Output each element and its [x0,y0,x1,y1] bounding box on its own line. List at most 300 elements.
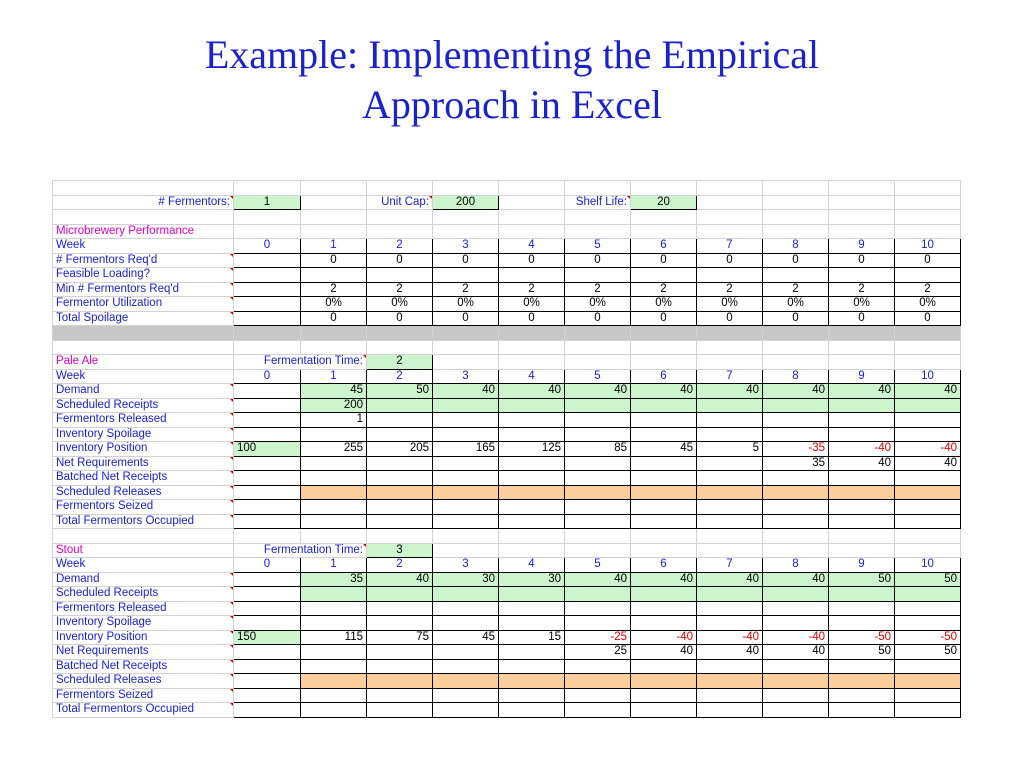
empty-cell[interactable] [367,529,433,544]
fermentation-time-input[interactable]: 3 [367,543,433,558]
value-cell[interactable] [499,601,565,616]
week-number[interactable]: 6 [631,369,697,384]
value-cell[interactable] [565,471,631,486]
row-label[interactable]: Scheduled Releases [53,485,234,500]
row-label[interactable]: Week [53,239,234,254]
empty-cell[interactable] [433,210,499,225]
empty-cell[interactable] [829,181,895,196]
empty-cell[interactable] [234,340,301,355]
value-cell[interactable] [234,659,301,674]
value-cell[interactable]: 50 [895,572,961,587]
value-cell[interactable] [234,500,301,515]
value-cell[interactable] [234,413,301,428]
value-cell[interactable] [631,456,697,471]
value-cell[interactable]: 0% [301,297,367,312]
value-cell[interactable] [895,659,961,674]
value-cell[interactable]: 40 [565,572,631,587]
row-label[interactable]: Scheduled Releases [53,674,234,689]
row-label[interactable]: # Fermentors Req'd [53,253,234,268]
value-cell[interactable] [895,703,961,718]
row-label[interactable]: Fermentor Utilization [53,297,234,312]
value-cell[interactable] [697,688,763,703]
value-cell[interactable] [499,587,565,602]
row-label[interactable]: Batched Net Receipts [53,471,234,486]
value-cell[interactable] [234,297,301,312]
value-cell[interactable] [301,688,367,703]
empty-cell[interactable] [499,543,565,558]
row-label[interactable]: Total Fermentors Occupied [53,703,234,718]
value-cell[interactable]: 2 [433,282,499,297]
value-cell[interactable] [301,601,367,616]
empty-cell[interactable] [697,543,763,558]
value-cell[interactable] [433,268,499,283]
row-label[interactable]: Demand [53,384,234,399]
value-cell[interactable] [895,471,961,486]
week-number[interactable]: 9 [829,369,895,384]
value-cell[interactable] [631,500,697,515]
empty-cell[interactable] [763,529,829,544]
value-cell[interactable] [631,688,697,703]
value-cell[interactable] [763,601,829,616]
value-cell[interactable]: 40 [499,384,565,399]
value-cell[interactable] [301,674,367,689]
value-cell[interactable] [367,587,433,602]
value-cell[interactable]: 0 [763,311,829,326]
week-number[interactable]: 7 [697,558,763,573]
empty-cell[interactable] [631,529,697,544]
value-cell[interactable] [763,587,829,602]
value-cell[interactable]: 0% [763,297,829,312]
value-cell[interactable] [829,601,895,616]
value-cell[interactable]: 2 [763,282,829,297]
value-cell[interactable] [367,471,433,486]
week-number[interactable]: 0 [234,369,301,384]
value-cell[interactable]: 0% [895,297,961,312]
empty-cell[interactable] [565,224,631,239]
value-cell[interactable] [234,471,301,486]
empty-cell[interactable] [234,224,301,239]
empty-cell[interactable] [301,340,367,355]
shelf-life-label[interactable]: Shelf Life: [565,195,631,210]
row-label[interactable]: Scheduled Receipts [53,587,234,602]
value-cell[interactable] [697,427,763,442]
value-cell[interactable]: 0 [301,253,367,268]
product-name[interactable]: Stout [53,543,234,558]
value-cell[interactable] [895,398,961,413]
value-cell[interactable] [697,485,763,500]
value-cell[interactable]: 205 [367,442,433,457]
empty-cell[interactable] [301,195,367,210]
value-cell[interactable]: 40 [697,572,763,587]
value-cell[interactable] [367,514,433,529]
unit-cap-label[interactable]: Unit Cap: [367,195,433,210]
row-label[interactable]: Week [53,369,234,384]
value-cell[interactable]: 30 [499,572,565,587]
value-cell[interactable]: 0 [367,253,433,268]
value-cell[interactable] [433,616,499,631]
value-cell[interactable] [367,645,433,660]
value-cell[interactable]: 0% [829,297,895,312]
value-cell[interactable]: 0 [763,253,829,268]
week-number[interactable]: 4 [499,369,565,384]
empty-cell[interactable] [697,224,763,239]
value-cell[interactable] [565,514,631,529]
empty-cell[interactable] [565,181,631,196]
value-cell[interactable] [499,645,565,660]
week-number[interactable]: 3 [433,558,499,573]
week-number[interactable]: 8 [763,369,829,384]
value-cell[interactable]: 0 [499,311,565,326]
row-label[interactable]: Min # Fermentors Req'd [53,282,234,297]
empty-cell[interactable] [499,340,565,355]
unit-cap-input[interactable]: 200 [433,195,499,210]
value-cell[interactable]: 0 [367,311,433,326]
value-cell[interactable] [697,268,763,283]
row-label[interactable]: Batched Net Receipts [53,659,234,674]
value-cell[interactable] [499,659,565,674]
empty-cell[interactable] [895,355,961,370]
value-cell[interactable] [367,485,433,500]
row-label[interactable]: Net Requirements [53,456,234,471]
value-cell[interactable] [301,659,367,674]
week-number[interactable]: 8 [763,558,829,573]
value-cell[interactable] [829,413,895,428]
value-cell[interactable]: 0 [433,311,499,326]
week-number[interactable]: 1 [301,369,367,384]
value-cell[interactable] [367,616,433,631]
row-label[interactable]: Fermentors Released [53,601,234,616]
separator-cell[interactable] [631,326,697,341]
value-cell[interactable] [565,268,631,283]
row-label[interactable]: Inventory Spoilage [53,427,234,442]
value-cell[interactable]: 0 [829,311,895,326]
empty-cell[interactable] [53,181,234,196]
value-cell[interactable] [895,500,961,515]
fermentation-time-label[interactable]: Fermentation Time: [234,543,367,558]
value-cell[interactable]: 115 [301,630,367,645]
value-cell[interactable] [433,427,499,442]
empty-cell[interactable] [301,224,367,239]
empty-cell[interactable] [234,181,301,196]
empty-cell[interactable] [565,355,631,370]
separator-cell[interactable] [433,326,499,341]
value-cell[interactable] [367,601,433,616]
value-cell[interactable]: 40 [829,456,895,471]
value-cell[interactable] [829,674,895,689]
value-cell[interactable]: 165 [433,442,499,457]
value-cell[interactable]: 40 [697,645,763,660]
week-number[interactable]: 5 [565,239,631,254]
week-number[interactable]: 10 [895,239,961,254]
value-cell[interactable] [499,485,565,500]
empty-cell[interactable] [433,529,499,544]
value-cell[interactable] [829,587,895,602]
row-label[interactable]: Total Spoilage [53,311,234,326]
value-cell[interactable] [301,456,367,471]
value-cell[interactable] [763,674,829,689]
separator-cell[interactable] [829,326,895,341]
week-number[interactable]: 5 [565,558,631,573]
value-cell[interactable]: 75 [367,630,433,645]
empty-cell[interactable] [367,340,433,355]
value-cell[interactable] [301,587,367,602]
value-cell[interactable] [829,514,895,529]
value-cell[interactable]: 2 [301,282,367,297]
empty-cell[interactable] [763,543,829,558]
value-cell[interactable] [433,601,499,616]
empty-cell[interactable] [53,340,234,355]
separator-cell[interactable] [697,326,763,341]
value-cell[interactable] [565,688,631,703]
value-cell[interactable]: 2 [367,282,433,297]
value-cell[interactable]: 45 [433,630,499,645]
empty-cell[interactable] [631,340,697,355]
week-number[interactable]: 7 [697,369,763,384]
week-number[interactable]: 9 [829,239,895,254]
value-cell[interactable] [367,688,433,703]
value-cell[interactable] [697,514,763,529]
value-cell[interactable]: 50 [367,384,433,399]
empty-cell[interactable] [895,543,961,558]
empty-cell[interactable] [367,210,433,225]
value-cell[interactable] [829,616,895,631]
value-cell[interactable]: 40 [631,645,697,660]
value-cell[interactable] [763,659,829,674]
value-cell[interactable]: 30 [433,572,499,587]
empty-cell[interactable] [367,224,433,239]
value-cell[interactable]: 2 [697,282,763,297]
empty-cell[interactable] [433,181,499,196]
value-cell[interactable] [433,456,499,471]
value-cell[interactable] [565,616,631,631]
empty-cell[interactable] [234,529,301,544]
empty-cell[interactable] [433,543,499,558]
value-cell[interactable] [763,427,829,442]
value-cell[interactable] [301,703,367,718]
value-cell[interactable] [631,587,697,602]
week-number[interactable]: 5 [565,369,631,384]
row-label[interactable]: Inventory Position [53,442,234,457]
value-cell[interactable] [895,427,961,442]
fermentation-time-label[interactable]: Fermentation Time: [234,355,367,370]
value-cell[interactable] [565,674,631,689]
value-cell[interactable] [234,645,301,660]
value-cell[interactable]: -25 [565,630,631,645]
value-cell[interactable]: 40 [433,384,499,399]
value-cell[interactable] [234,514,301,529]
empty-cell[interactable] [631,181,697,196]
value-cell[interactable]: 2 [499,282,565,297]
value-cell[interactable] [631,601,697,616]
value-cell[interactable]: 40 [631,384,697,399]
value-cell[interactable] [895,674,961,689]
separator-cell[interactable] [53,326,234,341]
row-label[interactable]: Fermentors Seized [53,688,234,703]
value-cell[interactable] [234,601,301,616]
value-cell[interactable]: 40 [697,384,763,399]
week-number[interactable]: 3 [433,239,499,254]
value-cell[interactable] [565,456,631,471]
empty-cell[interactable] [895,340,961,355]
value-cell[interactable] [301,500,367,515]
week-number[interactable]: 4 [499,558,565,573]
value-cell[interactable] [499,616,565,631]
empty-cell[interactable] [763,224,829,239]
value-cell[interactable] [367,398,433,413]
value-cell[interactable] [763,688,829,703]
value-cell[interactable] [234,587,301,602]
value-cell[interactable]: 150 [234,630,301,645]
empty-cell[interactable] [499,529,565,544]
value-cell[interactable] [367,413,433,428]
value-cell[interactable] [829,703,895,718]
value-cell[interactable]: 0% [499,297,565,312]
value-cell[interactable] [301,268,367,283]
empty-cell[interactable] [631,355,697,370]
value-cell[interactable] [234,616,301,631]
value-cell[interactable]: 45 [301,384,367,399]
value-cell[interactable]: 2 [895,282,961,297]
value-cell[interactable] [565,398,631,413]
value-cell[interactable] [301,485,367,500]
value-cell[interactable]: 2 [565,282,631,297]
value-cell[interactable]: 0 [565,253,631,268]
value-cell[interactable]: 40 [631,572,697,587]
value-cell[interactable]: -40 [697,630,763,645]
value-cell[interactable] [499,703,565,718]
value-cell[interactable]: 0 [631,311,697,326]
value-cell[interactable]: -40 [895,442,961,457]
value-cell[interactable] [367,659,433,674]
value-cell[interactable] [301,514,367,529]
value-cell[interactable] [631,413,697,428]
value-cell[interactable] [829,688,895,703]
empty-cell[interactable] [367,181,433,196]
empty-cell[interactable] [763,181,829,196]
value-cell[interactable]: 2 [829,282,895,297]
value-cell[interactable] [697,601,763,616]
empty-cell[interactable] [895,195,961,210]
performance-header[interactable]: Microbrewery Performance [53,224,234,239]
empty-cell[interactable] [829,529,895,544]
empty-cell[interactable] [697,195,763,210]
value-cell[interactable] [697,471,763,486]
empty-cell[interactable] [433,355,499,370]
value-cell[interactable] [234,688,301,703]
separator-cell[interactable] [301,326,367,341]
empty-cell[interactable] [499,224,565,239]
value-cell[interactable]: -35 [763,442,829,457]
value-cell[interactable]: 40 [763,645,829,660]
value-cell[interactable] [499,268,565,283]
value-cell[interactable]: 35 [301,572,367,587]
value-cell[interactable] [433,674,499,689]
empty-cell[interactable] [433,224,499,239]
value-cell[interactable] [829,485,895,500]
empty-cell[interactable] [895,224,961,239]
value-cell[interactable]: 1 [301,413,367,428]
week-number[interactable]: 0 [234,558,301,573]
value-cell[interactable] [499,500,565,515]
empty-cell[interactable] [301,181,367,196]
product-name[interactable]: Pale Ale [53,355,234,370]
empty-cell[interactable] [565,529,631,544]
value-cell[interactable] [631,268,697,283]
value-cell[interactable] [697,674,763,689]
value-cell[interactable] [499,674,565,689]
empty-cell[interactable] [829,340,895,355]
week-number[interactable]: 2 [367,369,433,384]
value-cell[interactable] [763,500,829,515]
separator-cell[interactable] [895,326,961,341]
empty-cell[interactable] [895,529,961,544]
value-cell[interactable]: 0 [499,253,565,268]
value-cell[interactable]: 0 [433,253,499,268]
value-cell[interactable] [631,616,697,631]
value-cell[interactable]: 0 [301,311,367,326]
value-cell[interactable]: 0% [367,297,433,312]
value-cell[interactable] [631,485,697,500]
value-cell[interactable] [631,427,697,442]
value-cell[interactable]: -50 [895,630,961,645]
value-cell[interactable]: 0% [631,297,697,312]
value-cell[interactable]: 0% [697,297,763,312]
row-label[interactable]: Fermentors Released [53,413,234,428]
value-cell[interactable] [829,398,895,413]
empty-cell[interactable] [697,181,763,196]
value-cell[interactable] [565,500,631,515]
empty-cell[interactable] [301,210,367,225]
value-cell[interactable] [763,268,829,283]
value-cell[interactable]: 50 [895,645,961,660]
empty-cell[interactable] [763,210,829,225]
value-cell[interactable] [895,485,961,500]
value-cell[interactable]: 40 [763,384,829,399]
empty-cell[interactable] [301,529,367,544]
value-cell[interactable] [697,587,763,602]
shelf-life-input[interactable]: 20 [631,195,697,210]
empty-cell[interactable] [631,210,697,225]
empty-cell[interactable] [565,210,631,225]
separator-cell[interactable] [367,326,433,341]
empty-cell[interactable] [829,355,895,370]
value-cell[interactable] [301,616,367,631]
value-cell[interactable] [367,674,433,689]
value-cell[interactable] [433,471,499,486]
value-cell[interactable]: 0 [697,253,763,268]
value-cell[interactable] [234,253,301,268]
value-cell[interactable] [499,688,565,703]
value-cell[interactable]: 255 [301,442,367,457]
empty-cell[interactable] [499,195,565,210]
value-cell[interactable]: 0 [631,253,697,268]
value-cell[interactable] [697,703,763,718]
value-cell[interactable]: 45 [631,442,697,457]
value-cell[interactable] [631,674,697,689]
row-label[interactable]: Net Requirements [53,645,234,660]
value-cell[interactable] [234,311,301,326]
value-cell[interactable]: 0 [895,311,961,326]
week-number[interactable]: 8 [763,239,829,254]
empty-cell[interactable] [499,181,565,196]
value-cell[interactable] [234,485,301,500]
value-cell[interactable] [829,427,895,442]
value-cell[interactable] [367,268,433,283]
value-cell[interactable] [565,703,631,718]
fermentors-input[interactable]: 1 [234,195,301,210]
separator-cell[interactable] [565,326,631,341]
value-cell[interactable] [697,500,763,515]
